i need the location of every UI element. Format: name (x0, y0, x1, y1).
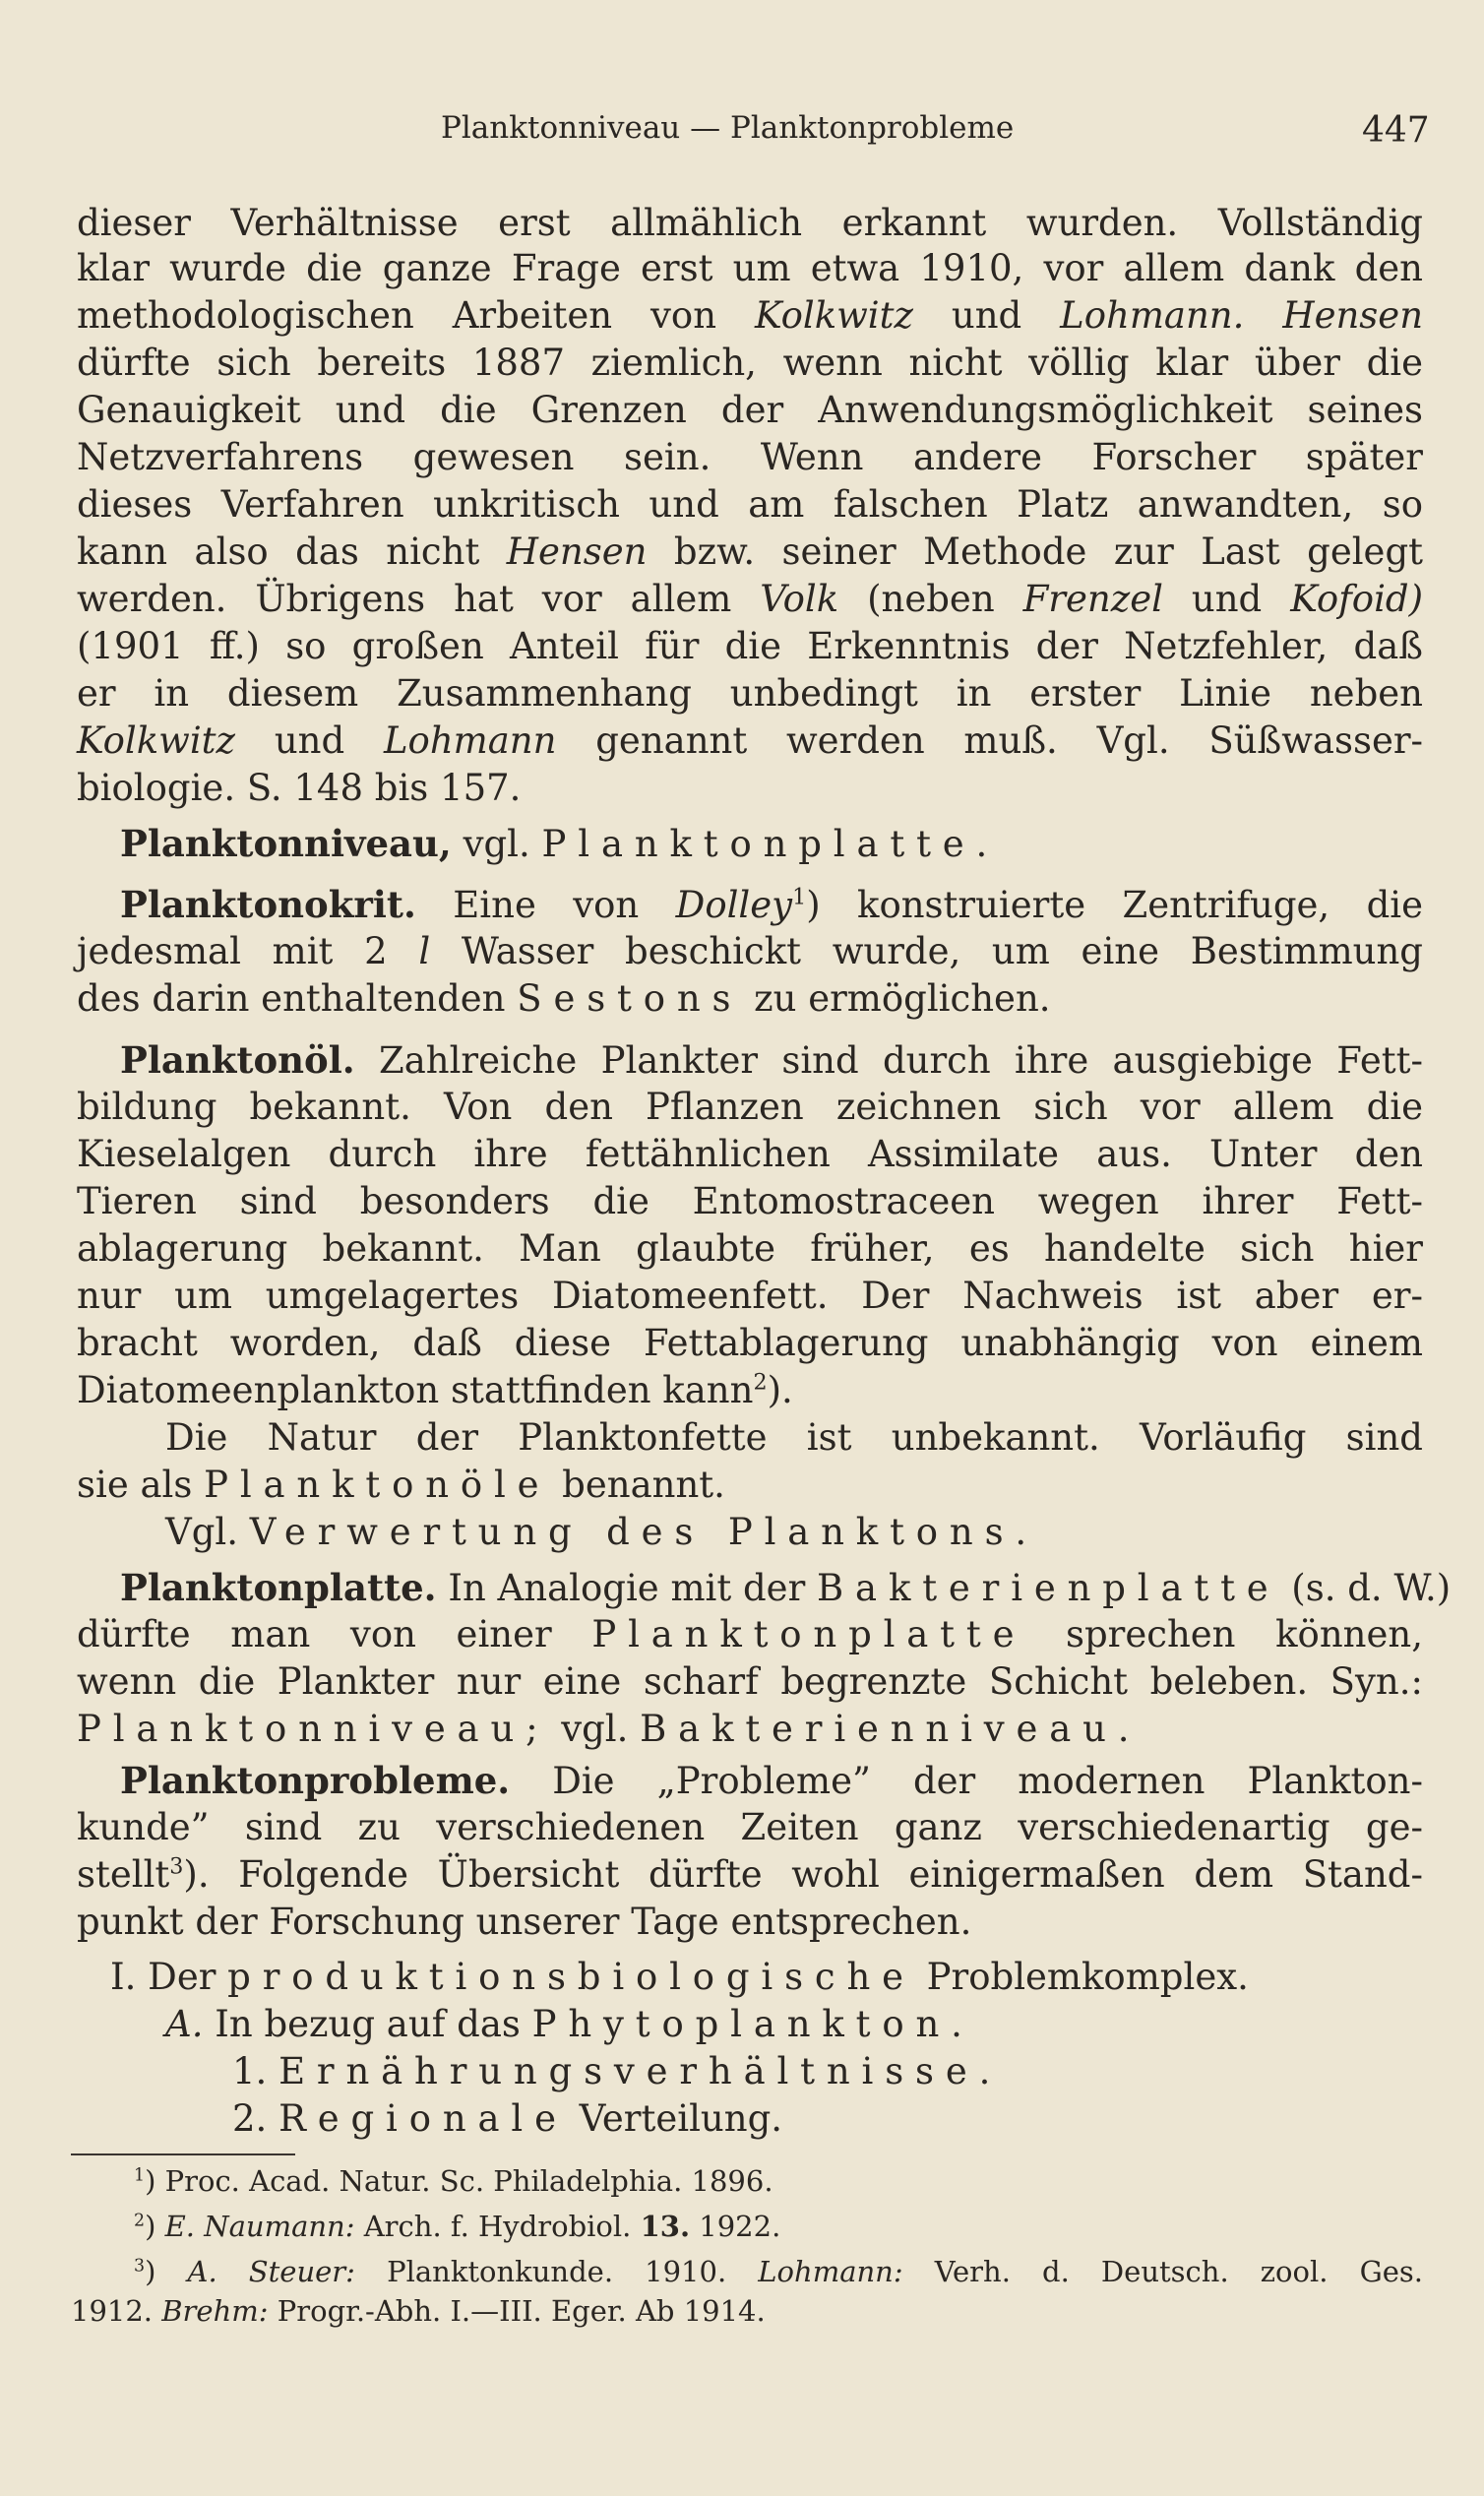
footnote-mark: 1 (792, 884, 807, 910)
text-line: Diatomeenplankton stattfinden kann$^2$). (77, 1369, 793, 1411)
cross-reference: Bakterienplatte (817, 1567, 1280, 1609)
entry-headword: Planktonokrit. (120, 883, 416, 926)
author-name: Volk (760, 578, 839, 620)
text-line: wenn die Plankter nur eine scharf begrenzte Schicht beleben. Syn.: (77, 1660, 1423, 1703)
text-line: kunde” sind zu verschiedenen Zeiten ganz verschiedenartig ge- (77, 1806, 1423, 1848)
entry-headword: Planktonplatte. (120, 1566, 437, 1609)
cross-reference: Sestons (517, 977, 743, 1020)
text-line: des darin enthaltenden Sestons zu ermöglichen. (77, 977, 1051, 1020)
entry-headword: Planktonniveau, (120, 822, 452, 865)
text-line: Planktonniveau; vgl. Bakterienniveau. (77, 1708, 1142, 1750)
author-name: Lohmann. (1060, 294, 1245, 337)
text-line: bracht worden, daß diese Fettablagerung unabhängig von einem (77, 1322, 1423, 1364)
text-line: (1901 ff.) so großen Anteil für die Erkenntnis der Netzfehler, daß (77, 625, 1423, 667)
footnote: $^2$) E. Naumann: Arch. f. Hydrobiol. 13. 1922. (134, 2210, 781, 2243)
author-name: Kofoid) (1290, 578, 1424, 620)
text-line: dürfte man von einer Planktonplatte sprechen können, (77, 1613, 1423, 1655)
page-number: 447 (1362, 110, 1430, 151)
text-line: Planktonprobleme. Die „Probleme” der modernen Plankton- (120, 1759, 1423, 1802)
entry-headword: Planktonöl. (120, 1038, 355, 1082)
text-line: kann also das nicht Hensen bzw. seiner Methode zur Last gelegt (77, 530, 1424, 573)
author-name: Lohmann (383, 719, 557, 762)
author-name: Hensen (1282, 294, 1424, 337)
entry-headword: Planktonprobleme. (120, 1759, 511, 1802)
text-line: punkt der Forschung unserer Tage entsprechen. (77, 1901, 972, 1943)
footnote-rule (71, 2153, 295, 2155)
author-name: Dolley (675, 884, 793, 926)
text-line: biologie. S. 148 bis 157. (77, 767, 522, 809)
footnote-continued: 1912. Brehm: Progr.-Abh. I.—III. Eger. Ab 1914. (71, 2294, 766, 2328)
footnote-mark: 3 (169, 1853, 184, 1880)
text-line: Kolkwitz und Lohmann genannt werden muß. Vgl. Süßwasser- (77, 719, 1424, 762)
cross-reference: Planktonplatte (591, 1613, 1026, 1655)
text-line: Netzverfahrens gewesen sein. Wenn andere Forscher später (77, 436, 1423, 478)
cross-reference: Planktonplatte. (541, 823, 1000, 865)
text-line: werden. Übrigens hat vor allem Volk (neben Frenzel und Kofoid) (77, 578, 1424, 620)
text-line: dürfte sich bereits 1887 ziemlich, wenn nicht völlig klar über die (77, 342, 1423, 384)
text-line: stellt$^3$). Folgende Übersicht dürfte wohl einigermaßen dem Stand- (77, 1853, 1423, 1896)
text-line: Genauigkeit und die Grenzen der Anwendungsmöglichkeit seines (77, 389, 1423, 431)
cross-reference: Planktonniveau; (77, 1708, 550, 1750)
outline-item-level2: A. In bezug auf das Phytoplankton. (165, 2003, 974, 2045)
cross-reference: Bakterienniveau. (640, 1708, 1142, 1750)
footnote-mark: 2 (753, 1369, 768, 1396)
text-line: methodologischen Arbeiten von Kolkwitz und Lohmann. Hensen (77, 294, 1424, 337)
running-title: Planktonniveau — Planktonprobleme (441, 110, 1015, 146)
text-line: Tieren sind besonders die Entomostraceen wegen ihrer Fett- (77, 1180, 1423, 1222)
text-line: Kieselalgen durch ihre fettähnlichen Assimilate aus. Unter den (77, 1133, 1423, 1175)
text-line: Planktonöl. Zahlreiche Plankter sind durch ihre ausgiebige Fett- (120, 1038, 1423, 1082)
author-name: Kolkwitz (754, 294, 913, 337)
author-name: Frenzel (1022, 578, 1163, 620)
text-line: bildung bekannt. Von den Pflanzen zeichnen sich vor allem die (77, 1086, 1423, 1128)
text-line: er in diesem Zusammenhang unbedingt in erster Linie neben (77, 672, 1423, 715)
footnote: $^1$) Proc. Acad. Natur. Sc. Philadelphia. 1896. (134, 2164, 773, 2198)
text-line: ablagerung bekannt. Man glaubte früher, es handelte sich hier (77, 1227, 1423, 1270)
text-line: Planktonokrit. Eine von Dolley$^1$) konstruierte Zentrifuge, die (120, 883, 1423, 926)
footnote: $^3$) A. Steuer: Planktonkunde. 1910. Lohmann: Verh. d. Deutsch. zool. Ges. (134, 2255, 1424, 2288)
text-line: Vgl. Verwertung des Planktons. (165, 1511, 1038, 1553)
outline-item-level3: 2. Regionale Verteilung. (232, 2097, 783, 2140)
cross-reference: Planktonöle (204, 1464, 551, 1506)
cross-reference: Verwertung des Planktons. (249, 1511, 1038, 1553)
text-line: nur um umgelagertes Diatomeenfett. Der Nachweis ist aber er- (77, 1275, 1423, 1317)
text-line: dieser Verhältnisse erst allmählich erkannt wurden. Vollständig (77, 202, 1423, 244)
author-name: Hensen (506, 530, 648, 573)
page-header (0, 110, 1484, 161)
author-name: Kolkwitz (77, 719, 236, 762)
text-line: klar wurde die ganze Frage erst um etwa 1910, vor allem dank den (77, 247, 1423, 289)
outline-item-level1: I. Der produktionsbiologische Problemkomplex. (110, 1956, 1249, 1998)
text-line: jedesmal mit 2 l Wasser beschickt wurde, um eine Bestimmung (77, 930, 1423, 972)
text-line: Die Natur der Planktonfette ist unbekannt. Vorläufig sind (165, 1416, 1423, 1459)
outline-item-level3: 1. Ernährungsverhältnisse. (232, 2050, 1003, 2092)
text-line: Planktonplatte. In Analogie mit der Bakterienplatte (s. d. W.) (120, 1566, 1452, 1609)
text-line: dieses Verfahren unkritisch und am falschen Platz anwandten, so (77, 483, 1423, 526)
text-line: Planktonniveau, vgl. Planktonplatte. (120, 822, 1000, 865)
text-line: sie als Planktonöle benannt. (77, 1464, 725, 1506)
